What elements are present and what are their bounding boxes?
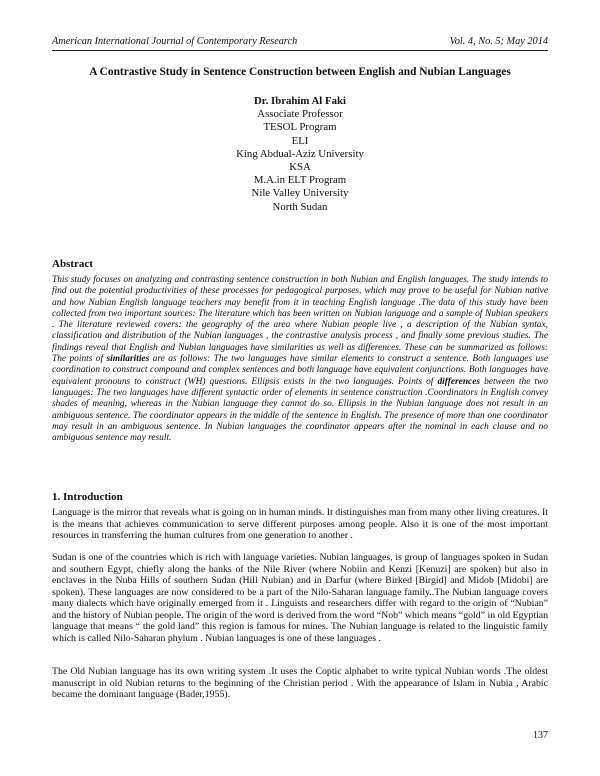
author-affiliation-line: M.A.in ELT Program — [253, 174, 347, 187]
author-affiliation-line: Associate Professor — [257, 108, 343, 121]
running-head — [52, 36, 548, 47]
paper-title: A Contrastive Study in Sentence Construction between English and Nubian Languages — [89, 66, 511, 78]
author-affiliation-line: ELI — [291, 134, 309, 147]
section-heading: 1. Introduction — [52, 491, 123, 503]
body-paragraph: Sudan is one of the countries which is rich with language varieties. Nubian languages, is group of languages spoken in Sudan and southern Egypt, chiefly along the banks of the Nile River (where Nobiin and Kenzi [Kenuzi] are spoken) but also in enclaves in the Nuba Hills of southern Sudan (Hill Nubian) and in Darfur (where Birked [Birgid] and Midob [Midobi] are spoken). These languages are now considered to be a part of the Nilo-Saharan language family..The Nubian language covers many dialects which have originally emerged from it . Linguists and researchers differ with regard to the origin of “Nubian” and the history of Nubian people. The origin of the word is derived from the word “Nob” which means “gold” in old Egyptian language that means “ the gold land” this region is famous for mines. The Nubian language is related to the linguistic family which is called Nilo-Saharan phylum . Nubian languages is one of these languages . — [52, 552, 548, 644]
abstract-emphasis: similarities — [106, 354, 150, 365]
page-number: 137 — [533, 730, 548, 741]
author-affiliation-line: King Abdual-Aziz University — [236, 147, 364, 160]
body-paragraph: Language is the mirror that reveals what is going on in human minds. It distinguishes man from many other living creatures. It is the means that achieves communication to serve different purposes among people. Also it is one of the most important resources in transferring the human cultures from one generation to another . — [52, 507, 548, 541]
abstract-part: are as follows: The two languages have similar elements to construct a sentence. Both languages use coordination to construct compound and complex sentences and both language have equivalent conjunctions. Both languages have equivalent pronouns to construct (WH) questions. Ellipsis exists in the two languages. Points of — [52, 354, 549, 387]
abstract-part: between the two languages: The two languages have different syntactic order of elements in sentence construction .Coordinators in English convey shades of meaning, whereas in the Nubian language they cannot do so. Ellipsis in the Nubian language does not result in an ambiguous sentence. The coordinator appears in the middle of the sentence in English. The presence of more than one coordinator may result in an ambiguous sentence. In Nubian languages the coordinator appears after the nominal in each clause and no ambiguous sentence may result. — [52, 376, 548, 444]
abstract-text — [52, 275, 548, 444]
abstract-emphasis: differences — [437, 376, 481, 387]
author-block — [100, 95, 500, 214]
author-affiliation-line: North Sudan — [272, 200, 328, 213]
issue-info: Vol. 4, No. 5; May 2014 — [449, 36, 548, 47]
author-affiliation-line: KSA — [289, 161, 311, 174]
header-rule — [52, 50, 548, 51]
author-affiliation-line: TESOL Program — [263, 121, 337, 134]
abstract-heading: Abstract — [52, 258, 93, 270]
abstract-part: This study focuses on analyzing and contrasting sentence construction in both Nubian and English languages. The study intends to find out the potential productivities of these processes for pedagogical purposes, which may prove to be useful for Nubian native and how Nubian English language teachers may benefit from it in teaching English language .The data of this study have been collected from two important sources: The literature which has been written on Nubian language and a sample of Nubian speakers . The literature reviewed covers: the geography of the area where Nubian people live , a description of the Nubian syntax, classification and distribution of the Nubian languages , the contrastive analysis process , and finally some previous studies. The findings reveal that English and Nubian languages have similarities as well as differences. These can be summarized as follows: The points of — [52, 275, 548, 365]
author-affiliation-line: Nile Valley University — [251, 187, 349, 200]
author-name: Dr. Ibrahim Al Faki — [254, 95, 346, 107]
body-paragraph: The Old Nubian language has its own writing system .It uses the Coptic alphabet to write typical Nubian words .The oldest manuscript in old Nubian returns to the beginning of the Christian period . With the appearance of Islam in Nubia , Arabic became the dominant language (Bader,1955). — [52, 666, 548, 700]
journal-name: American International Journal of Contemporary Research — [52, 36, 298, 47]
